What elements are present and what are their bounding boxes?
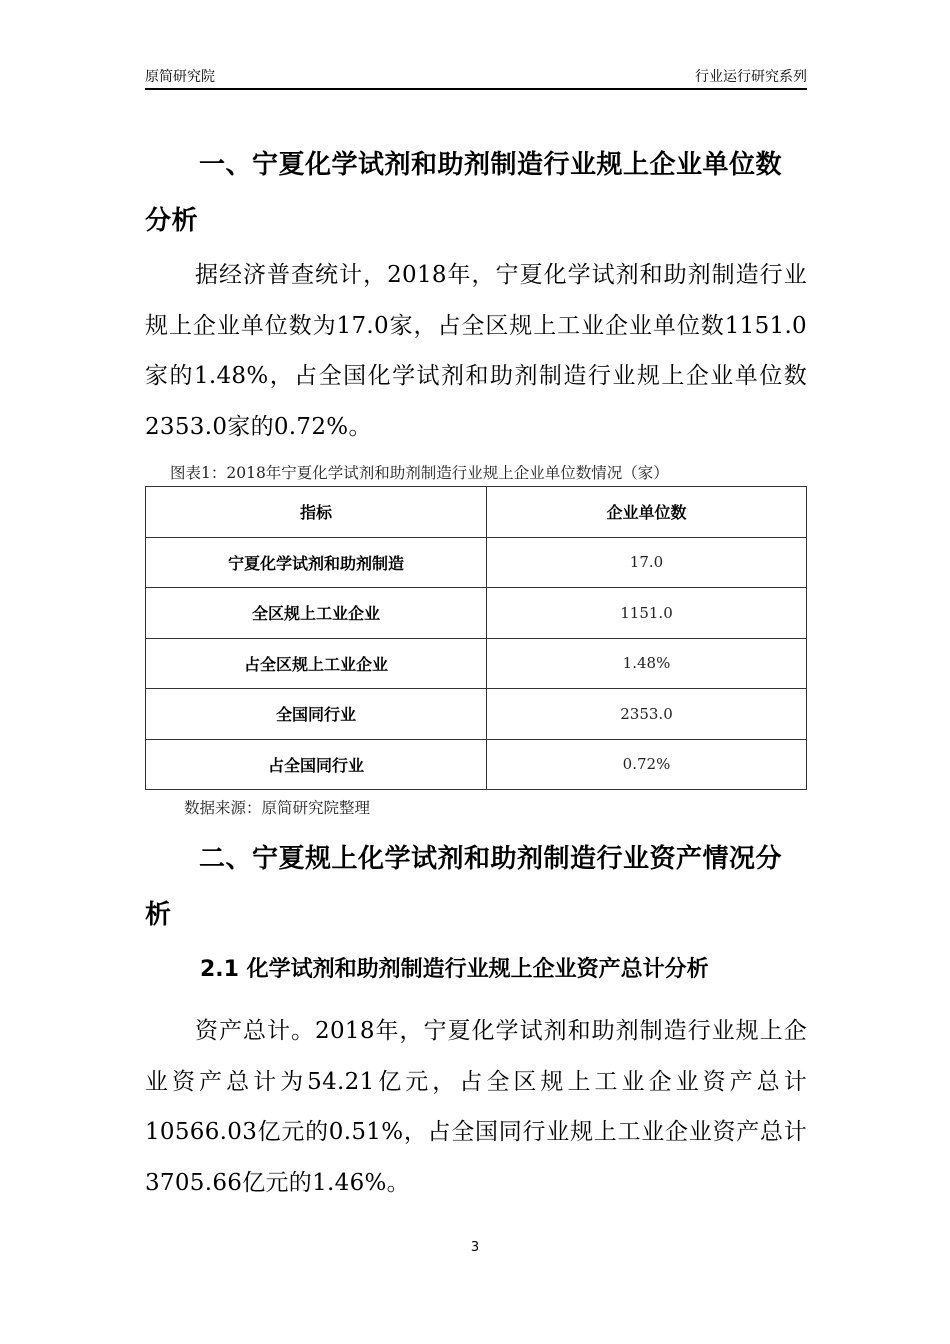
header-org-name: 原简研究院 [145, 69, 215, 85]
table-row [146, 739, 807, 790]
row-label: 占全国同行业 [146, 739, 487, 790]
column-header-indicator: 指标 [146, 487, 487, 538]
section2-1-paragraph: 资产总计。2018年，宁夏化学试剂和助剂制造行业规上企业资产总计为54.21亿元，占全区规上工业企业资产总计10566.03亿元的0.51%，占全国同行业规上工业企业资产总计3705.66亿元的1.46%。 [145, 1018, 807, 1196]
table-row [146, 588, 807, 639]
table1-source-note: 数据来源：原简研究院整理 [184, 799, 371, 817]
row-label: 全区规上工业企业 [146, 588, 487, 639]
row-label: 占全区规上工业企业 [146, 638, 487, 689]
row-value: 2353.0 [487, 689, 807, 740]
table-row [146, 638, 807, 689]
header-series-name: 行业运行研究系列 [695, 69, 807, 85]
row-value: 17.0 [487, 537, 807, 588]
table-row [146, 537, 807, 588]
row-value: 0.72% [487, 739, 807, 790]
subsection-2-1-heading: 2.1 化学试剂和助剂制造行业规上企业资产总计分析 [200, 957, 709, 982]
section1-heading: 一、宁夏化学试剂和助剂制造行业规上企业单位数分析 [145, 150, 783, 236]
column-header-enterprise-count: 企业单位数 [487, 487, 807, 538]
section2-heading: 二、宁夏规上化学试剂和助剂制造行业资产情况分析 [145, 844, 783, 930]
row-value: 1151.0 [487, 588, 807, 639]
table1-caption: 图表1：2018年宁夏化学试剂和助剂制造行业规上企业单位数情况（家） [170, 464, 669, 482]
section1-paragraph: 据经济普查统计，2018年，宁夏化学试剂和助剂制造行业规上企业单位数为17.0家，占全区规上工业企业单位数1151.0家的1.48%，占全国化学试剂和助剂制造行业规上企业单位数2353.0家的0.72%。 [145, 262, 807, 440]
table-header-row [146, 487, 807, 538]
page-number: 3 [470, 1240, 480, 1255]
row-label: 宁夏化学试剂和助剂制造 [146, 537, 487, 588]
table1 [145, 486, 807, 790]
row-label: 全国同行业 [146, 689, 487, 740]
table-row [146, 689, 807, 740]
page-header [145, 64, 807, 90]
row-value: 1.48% [487, 638, 807, 689]
